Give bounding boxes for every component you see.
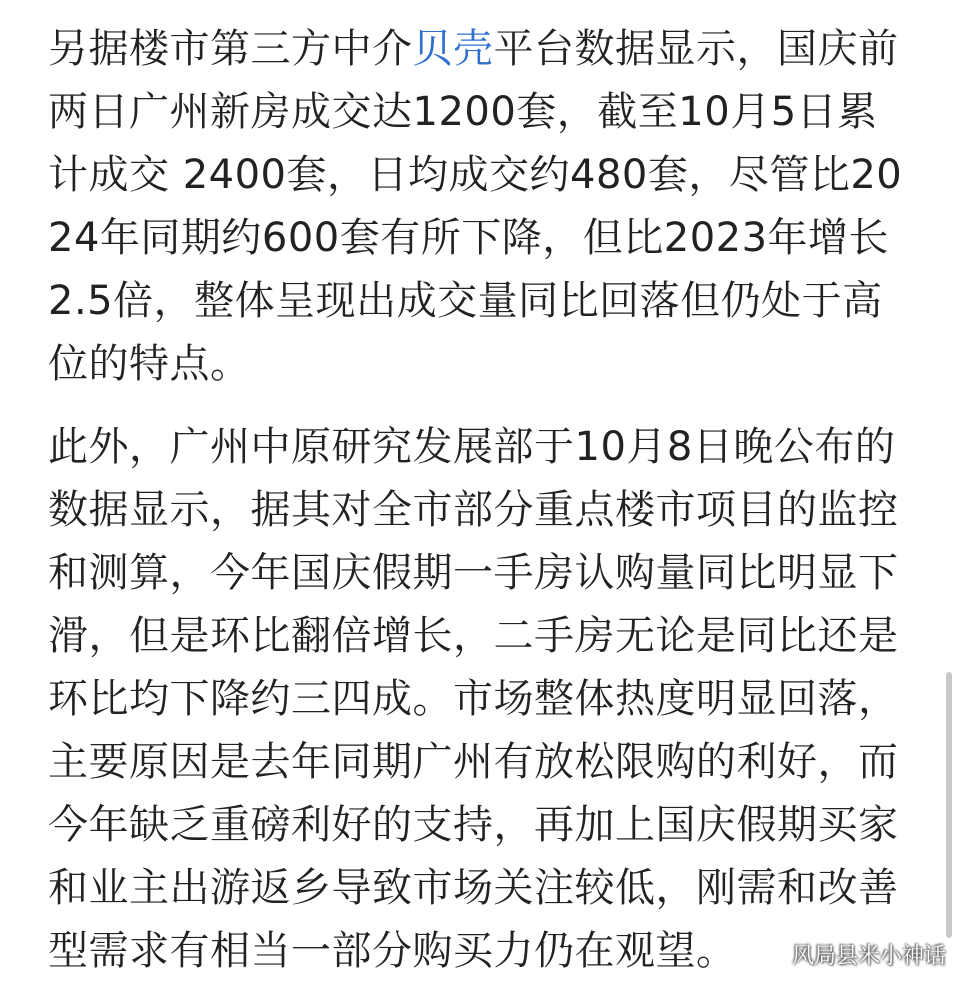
beike-link[interactable]: 贝壳 bbox=[412, 26, 494, 72]
paragraph-1 bbox=[48, 18, 908, 396]
paragraph-1-text-a: 另据楼市第三方中介 bbox=[48, 26, 413, 72]
scrollbar-thumb[interactable] bbox=[946, 672, 952, 938]
article-body bbox=[48, 18, 908, 983]
paragraph-1-text-b: 平台数据显示，国庆前两日广州新房成交达1200套，截至10月5日累计成交 2400套，日均成交约480套，尽管比2024年同期约600套有所下降，但比2023年增长 2.5倍，整体呈现出成交量同比回落但仍处于高位的特点。 bbox=[48, 26, 903, 387]
paragraph-2: 此外，广州中原研究发展部于10月8日晚公布的数据显示，据其对全市部分重点楼市项目的监控和测算，今年国庆假期一手房认购量同比明显下滑，但是环比翻倍增长，二手房无论是同比还是环比均下降约三四成。市场整体热度明显回落，主要原因是去年同期广州有放松限购的利好，而今年缺乏重磅利好的支持，再加上国庆假期买家和业主出游返乡导致市场关注较低，刚需和改善型需求有相当一部分购买力仍在观望。 bbox=[48, 424, 899, 974]
watermark: 风局县米小神话 bbox=[791, 944, 946, 969]
